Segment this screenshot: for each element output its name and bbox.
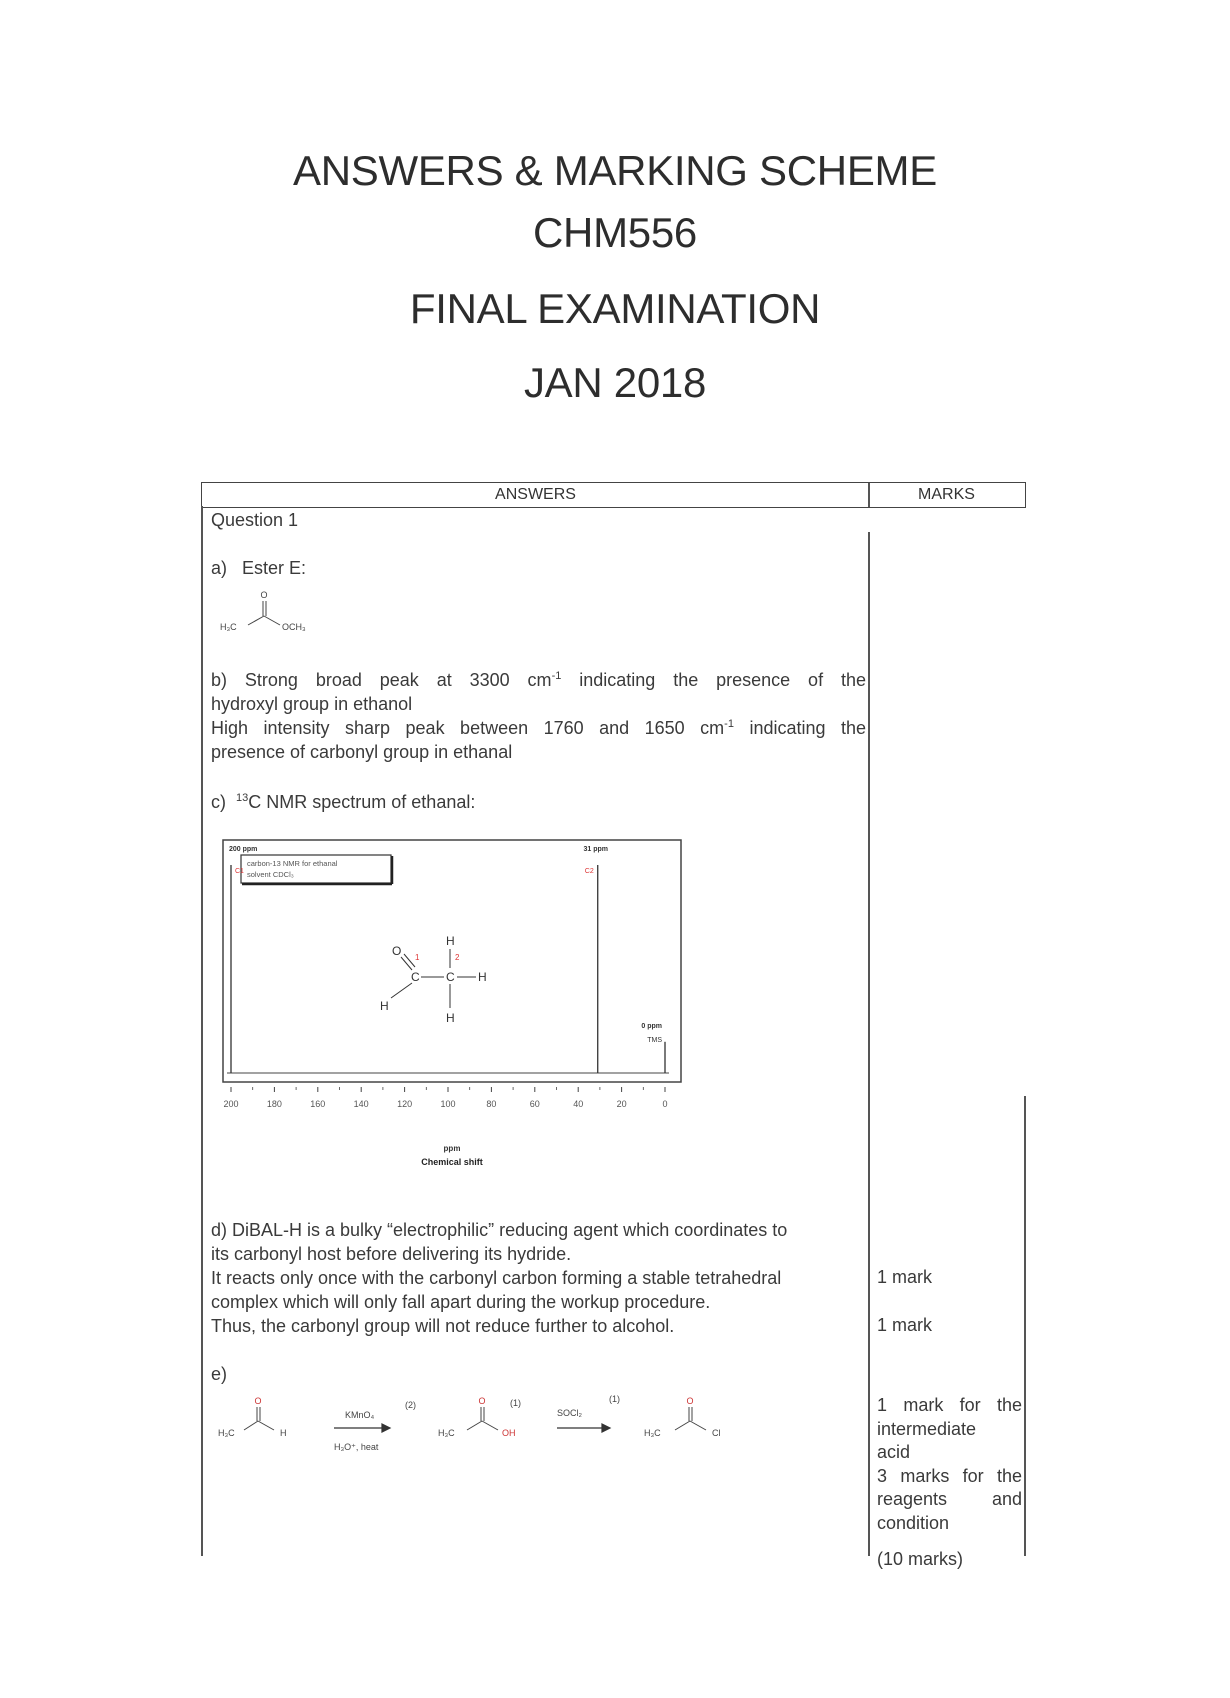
tick-label: 20: [616, 1099, 627, 1109]
nmr-spectrum: [215, 835, 695, 1170]
part-b-line-1: b) Strong broad peak at 3300 $cm^{-1}$ indicating the presence of the: [211, 670, 866, 690]
ester-structure: [212, 588, 332, 638]
axis-unit: ppm: [443, 1144, 461, 1153]
tick-label: 120: [397, 1099, 413, 1109]
part-b: [211, 668, 866, 764]
header-divider: [868, 483, 870, 507]
title-line-4: JAN 2018: [523, 359, 707, 406]
legend-line-1: carbon-13 NMR for ethanal: [247, 859, 338, 868]
ethanal-molecule: [380, 934, 487, 1025]
ester-o-label: O: [260, 590, 268, 600]
svg-text:H₃O⁺, heat: H₃O⁺, heat: [334, 1442, 379, 1452]
part-d-mark-1: 1 mark: [877, 1267, 933, 1287]
total-marks: (10 marks): [877, 1549, 964, 1569]
spectrum-axis: [223, 1087, 667, 1109]
part-a-label: a): [211, 558, 228, 578]
part-d-line-3: It reacts only once with the carbonyl carbon forming a stable tetrahedral: [211, 1268, 782, 1288]
svg-text:H₃C: H₃C: [644, 1428, 661, 1438]
svg-text:(1): (1): [510, 1398, 521, 1408]
question-label: Question 1: [211, 510, 299, 530]
tick-label: 140: [353, 1099, 369, 1109]
svg-text:O: O: [478, 1396, 486, 1406]
svg-text:O: O: [254, 1396, 262, 1406]
svg-text:H: H: [380, 999, 389, 1013]
peak-carbon-label: C2: [584, 868, 594, 875]
svg-text:C: C: [446, 970, 455, 984]
part-b-line-2: hydroxyl group in ethanol: [211, 694, 413, 714]
table-middle-border: [868, 532, 870, 1556]
part-d: [211, 1218, 866, 1338]
ester-left-label: H₃C: [220, 622, 237, 632]
svg-text:OH: OH: [502, 1428, 516, 1438]
title-line-3: FINAL EXAMINATION: [409, 285, 821, 332]
svg-text:KMnO₄: KMnO₄: [345, 1410, 375, 1420]
part-b-line-4: presence of carbonyl group in ethanal: [211, 742, 513, 762]
svg-text:SOCl₂: SOCl₂: [557, 1408, 582, 1418]
table-left-border: [201, 506, 203, 1556]
part-a-text: Ester E:: [242, 558, 307, 578]
total-marks-clip: [877, 1549, 1022, 1569]
part-e-marks: 1 mark for the intermediate acid 3 marks for the reagents and condition: [877, 1395, 1022, 1533]
svg-text:C: C: [411, 970, 420, 984]
tick-label: 100: [440, 1099, 456, 1109]
svg-text:O: O: [392, 944, 402, 958]
svg-text:(2): (2): [405, 1400, 416, 1410]
tick-label: 180: [266, 1099, 282, 1109]
tick-label: 200: [223, 1099, 239, 1109]
part-d-line-2: its carbonyl host before delivering its hydride.: [211, 1244, 572, 1264]
part-d-line-5: Thus, the carbonyl group will not reduce further to alcohol.: [211, 1316, 675, 1336]
svg-text:H: H: [478, 970, 487, 984]
table-header-row: [201, 482, 1026, 508]
tick-label: 60: [529, 1099, 540, 1109]
svg-text:H₃C: H₃C: [438, 1428, 455, 1438]
svg-text:H: H: [446, 934, 455, 948]
svg-text:2: 2: [455, 953, 460, 962]
svg-text:H₃C: H₃C: [218, 1428, 235, 1438]
answers-header: ANSWERS: [495, 486, 576, 503]
marks-header: MARKS: [918, 486, 975, 503]
svg-text:O: O: [686, 1396, 694, 1406]
title-line-1: ANSWERS & MARKING SCHEME: [293, 147, 937, 194]
peak-label: 200 ppm: [229, 846, 258, 853]
legend-line-2: solvent CDCl₃: [247, 870, 294, 879]
part-d-line-1: d) DiBAL-H is a bulky “electrophilic” reducing agent which coordinates to: [211, 1220, 788, 1240]
part-b-line-3: High intensity sharp peak between 1760 and 1650 $cm^{-1}$ indicating the: [211, 718, 866, 738]
svg-text:H: H: [446, 1011, 455, 1025]
tick-label: 40: [573, 1099, 584, 1109]
title-line-2: CHM556: [533, 209, 697, 256]
peak-label: 31 ppm: [583, 846, 608, 853]
svg-text:H: H: [280, 1428, 287, 1438]
reaction-scheme: [212, 1388, 732, 1458]
tick-label: 80: [486, 1099, 497, 1109]
tick-label: 0: [662, 1099, 668, 1109]
svg-text:Cl: Cl: [712, 1428, 721, 1438]
axis-title: Chemical shift: [421, 1157, 483, 1167]
ester-right-label: OCH₃: [282, 622, 306, 632]
part-d-mark-2: 1 mark: [877, 1315, 933, 1335]
part-e-label: e): [211, 1364, 228, 1384]
peak-label: 0 ppm: [641, 1022, 662, 1030]
svg-text:1: 1: [415, 953, 420, 962]
part-a: [211, 556, 866, 580]
document-title: [0, 147, 1230, 406]
peak-carbon-label: C1: [235, 868, 244, 875]
part-d-line-4: complex which will only fall apart during the workup procedure.: [211, 1292, 711, 1312]
table-right-border: [1024, 1096, 1026, 1556]
peak-carbon-label: TMS: [647, 1036, 662, 1044]
tick-label: 160: [310, 1099, 326, 1109]
part-c: c) $^{13}$C NMR spectrum of ethanal:: [211, 792, 476, 812]
svg-text:(1): (1): [609, 1394, 620, 1404]
